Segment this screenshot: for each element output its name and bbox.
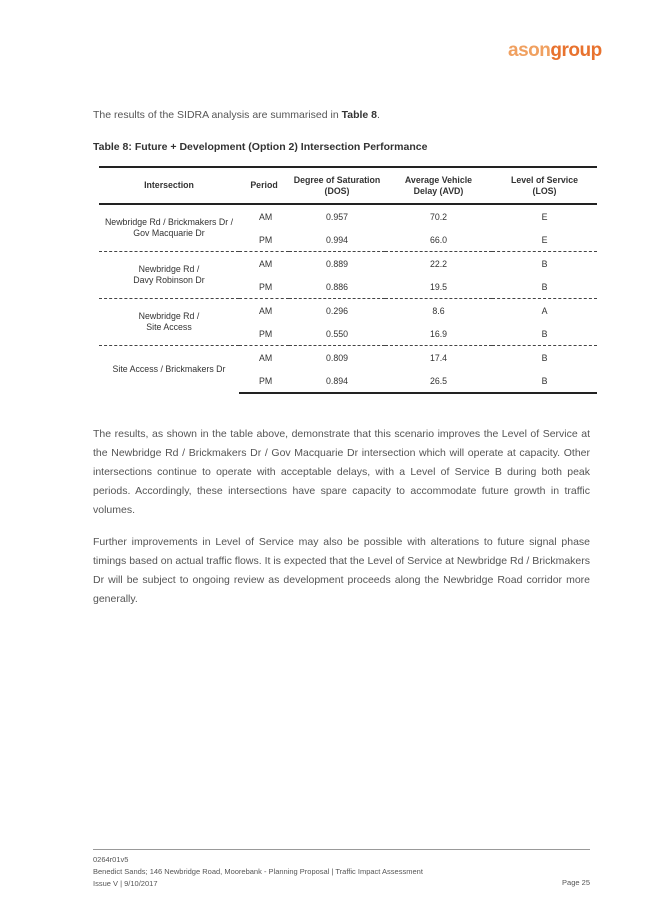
results-paragraph: The results, as shown in the table above, demonstrate that this scenario improves the Level of Service at the Newbridge Rd / Brickmakers Dr / Gov Macquarie Dr intersection which will operate at capacity. Other intersections continue to operate with acceptable delays, with a Level of Service B during both peak periods. Accordingly, these intersections have spare capacity to accommodate future growth in traffic volumes. (93, 428, 590, 516)
table-row (99, 204, 597, 228)
intersection-performance-table (99, 166, 597, 394)
table-row (99, 299, 597, 323)
los-cell: B (492, 252, 597, 276)
header-dos: Degree of Saturation (DOS) (289, 167, 385, 204)
period-cell: AM (239, 346, 289, 370)
footer-issue: Issue V | 9/10/2017 (93, 879, 158, 888)
period-cell: PM (259, 328, 273, 339)
table-row (99, 252, 597, 276)
period-cell: PM (239, 369, 289, 393)
los-cell: B (541, 281, 548, 292)
avd-cell: 16.9 (429, 328, 448, 339)
table-caption: Table 8: Future + Development (Option 2) Intersection Performance (93, 141, 428, 153)
period-cell: PM (259, 234, 273, 245)
avd-cell: 66.0 (429, 234, 448, 245)
dos-cell: 0.550 (325, 328, 348, 339)
period-cell: AM (259, 211, 273, 222)
header-avd: Average Vehicle Delay (AVD) (385, 167, 492, 204)
dos-cell: 0.809 (289, 346, 385, 370)
intersection-name: Site Access / Brickmakers Dr (99, 346, 239, 394)
header-intersection: Intersection (99, 167, 239, 204)
company-logo (508, 40, 602, 62)
logo-part-group: group (550, 40, 602, 61)
intersection-name: Newbridge Rd / Brickmakers Dr / Gov Macquarie Dr (104, 217, 234, 238)
dos-cell: 0.894 (289, 369, 385, 393)
los-cell: A (492, 299, 597, 323)
table-header-row (99, 167, 597, 204)
dos-cell: 0.296 (289, 299, 385, 323)
los-cell: E (541, 211, 548, 222)
dos-cell: 0.889 (289, 252, 385, 276)
page-number: Page 25 (562, 878, 590, 887)
period-cell: PM (259, 281, 273, 292)
period-cell: AM (239, 252, 289, 276)
avd-cell: 26.5 (385, 369, 492, 393)
footer-project-title: Benedict Sands; 146 Newbridge Road, Moorebank - Planning Proposal | Traffic Impact Assessment (93, 867, 423, 876)
intro-period: . (377, 109, 380, 121)
los-cell: E (541, 234, 548, 245)
avd-cell: 19.5 (429, 281, 448, 292)
dos-cell: 0.957 (325, 211, 348, 222)
intro-sentence (93, 109, 380, 121)
avd-cell: 17.4 (385, 346, 492, 370)
footer-document-ref: 0264r01v5 (93, 855, 129, 864)
avd-cell: 22.2 (385, 252, 492, 276)
header-los: Level of Service (LOS) (492, 167, 597, 204)
intro-text: The results of the SIDRA analysis are summarised in (93, 109, 342, 121)
improvements-paragraph: Further improvements in Level of Service may also be possible with alterations to future signal phase timings based on actual traffic flows. It is expected that the Level of Service at Newbridge Rd / Brickmakers Dr will be subject to ongoing review as development proceeds along the Newbridge Road corridor more generally. (93, 536, 590, 605)
period-cell: AM (239, 299, 289, 323)
avd-cell: 8.6 (385, 299, 492, 323)
avd-cell: 70.2 (429, 211, 448, 222)
logo-part-ason: ason (508, 40, 551, 61)
table-row (99, 346, 597, 370)
table-reference: Table 8 (341, 109, 378, 121)
intersection-name: Newbridge Rd / Davy Robinson Dr (99, 252, 239, 299)
los-cell: B (492, 346, 597, 370)
los-cell: B (541, 328, 548, 339)
dos-cell: 0.886 (325, 281, 348, 292)
dos-cell: 0.994 (325, 234, 348, 245)
los-cell: B (492, 369, 597, 393)
header-period: Period (239, 167, 289, 204)
footer-divider (93, 849, 590, 850)
intersection-name: Newbridge Rd / Site Access (99, 299, 239, 346)
